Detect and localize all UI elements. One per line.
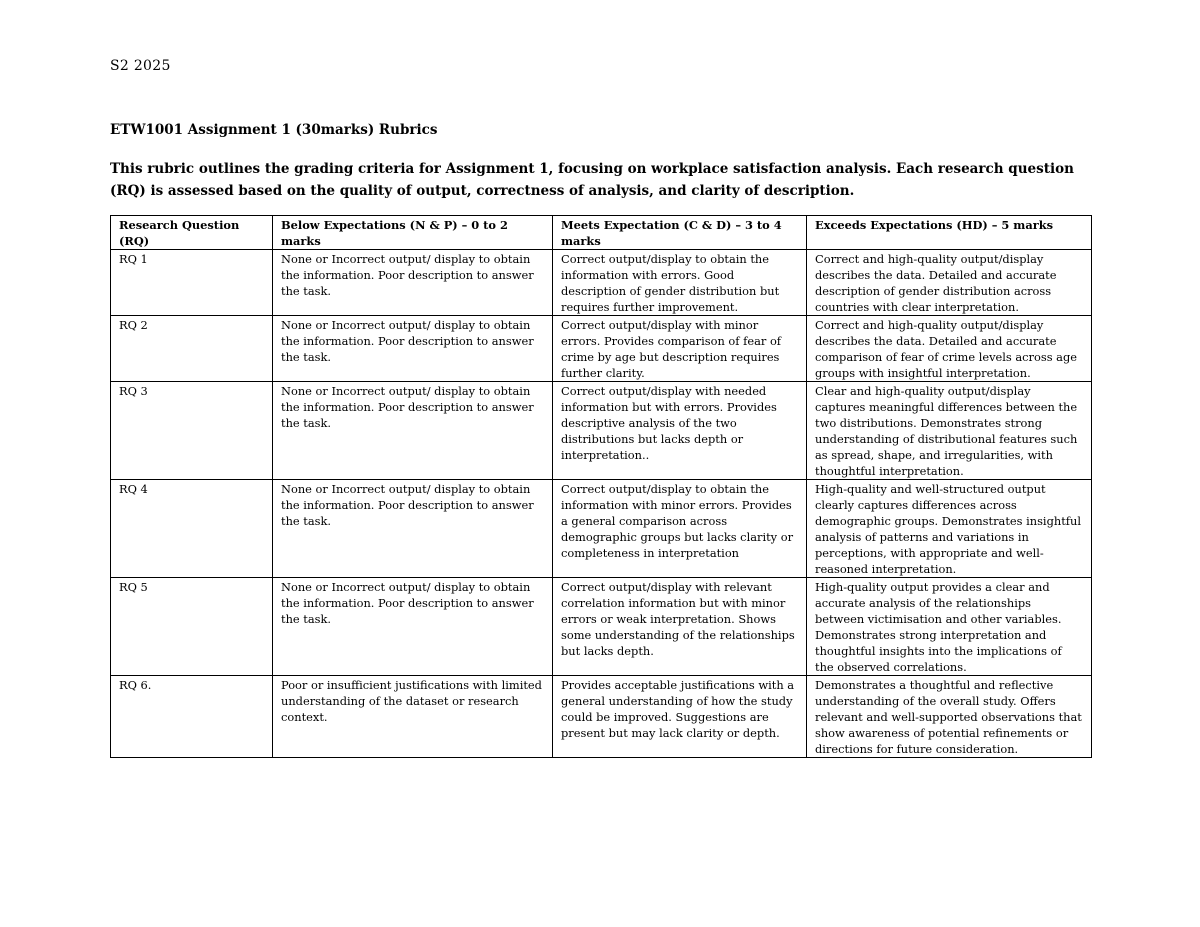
below-cell: None or Incorrect output/ display to obtain the information. Poor description to answer the task. [273, 578, 553, 676]
header-exceeds-expectations: Exceeds Expectations (HD) – 5 marks [807, 216, 1092, 250]
exceeds-cell: Demonstrates a thoughtful and reflective understanding of the overall study. Offers relevant and well-supported observations that show awareness of potential refinements or directions for future consideration. [807, 676, 1092, 758]
meets-cell: Correct output/display to obtain the information with minor errors. Provides a general comparison across demographic groups but lacks clarity or completeness in interpretation [553, 480, 807, 578]
exceeds-cell: Correct and high-quality output/display describes the data. Detailed and accurate description of gender distribution across countries with clear interpretation. [807, 250, 1092, 316]
meets-cell: Correct output/display to obtain the information with errors. Good description of gender distribution but requires further improvement. [553, 250, 807, 316]
rq-cell: RQ 1 [111, 250, 273, 316]
table-row [111, 676, 1092, 758]
rq-cell: RQ 6. [111, 676, 273, 758]
exceeds-cell: High-quality and well-structured output clearly captures differences across demographic groups. Demonstrates insightful analysis of patterns and variations in perceptions, with appropriate and well-reasoned interpretation. [807, 480, 1092, 578]
table-row [111, 578, 1092, 676]
rq-cell: RQ 5 [111, 578, 273, 676]
header-below-expectations: Below Expectations (N & P) – 0 to 2 marks [273, 216, 553, 250]
table-row [111, 316, 1092, 382]
rubric-table [110, 215, 1092, 758]
meets-cell: Correct output/display with needed information but with errors. Provides descriptive analysis of the two distributions but lacks depth or interpretation.. [553, 382, 807, 480]
below-cell: None or Incorrect output/ display to obtain the information. Poor description to answer the task. [273, 250, 553, 316]
document-title: ETW1001 Assignment 1 (30marks) Rubrics [110, 122, 438, 138]
header-meets-expectation: Meets Expectation (C & D) – 3 to 4 marks [553, 216, 807, 250]
meets-cell: Provides acceptable justifications with a general understanding of how the study could be improved. Suggestions are present but may lack clarity or depth. [553, 676, 807, 758]
below-cell: None or Incorrect output/ display to obtain the information. Poor description to answer the task. [273, 316, 553, 382]
page-header-term: S2 2025 [110, 58, 171, 74]
meets-cell: Correct output/display with relevant correlation information but with minor errors or weak interpretation. Shows some understanding of the relationships but lacks depth. [553, 578, 807, 676]
table-header-row [111, 216, 1092, 250]
table-row [111, 250, 1092, 316]
exceeds-cell: Correct and high-quality output/display describes the data. Detailed and accurate comparison of fear of crime levels across age groups with insightful interpretation. [807, 316, 1092, 382]
table-row [111, 480, 1092, 578]
below-cell: None or Incorrect output/ display to obtain the information. Poor description to answer the task. [273, 382, 553, 480]
below-cell: Poor or insufficient justifications with limited understanding of the dataset or research context. [273, 676, 553, 758]
table-row [111, 382, 1092, 480]
rq-cell: RQ 3 [111, 382, 273, 480]
below-cell: None or Incorrect output/ display to obtain the information. Poor description to answer the task. [273, 480, 553, 578]
exceeds-cell: High-quality output provides a clear and accurate analysis of the relationships between victimisation and other variables. Demonstrates strong interpretation and thoughtful insights into the implications of the observed correlations. [807, 578, 1092, 676]
rq-cell: RQ 2 [111, 316, 273, 382]
rq-cell: RQ 4 [111, 480, 273, 578]
meets-cell: Correct output/display with minor errors. Provides comparison of fear of crime by age but description requires further clarity. [553, 316, 807, 382]
exceeds-cell: Clear and high-quality output/display captures meaningful differences between the two distributions. Demonstrates strong understanding of distributional features such as spread, shape, and irregularities, with thoughtful interpretation. [807, 382, 1092, 480]
header-research-question: Research Question (RQ) [111, 216, 273, 250]
intro-paragraph: This rubric outlines the grading criteria for Assignment 1, focusing on workplace satisfaction analysis. Each research question (RQ) is assessed based on the quality of output, correctness of analysis, and clarity of description. [110, 161, 1074, 199]
